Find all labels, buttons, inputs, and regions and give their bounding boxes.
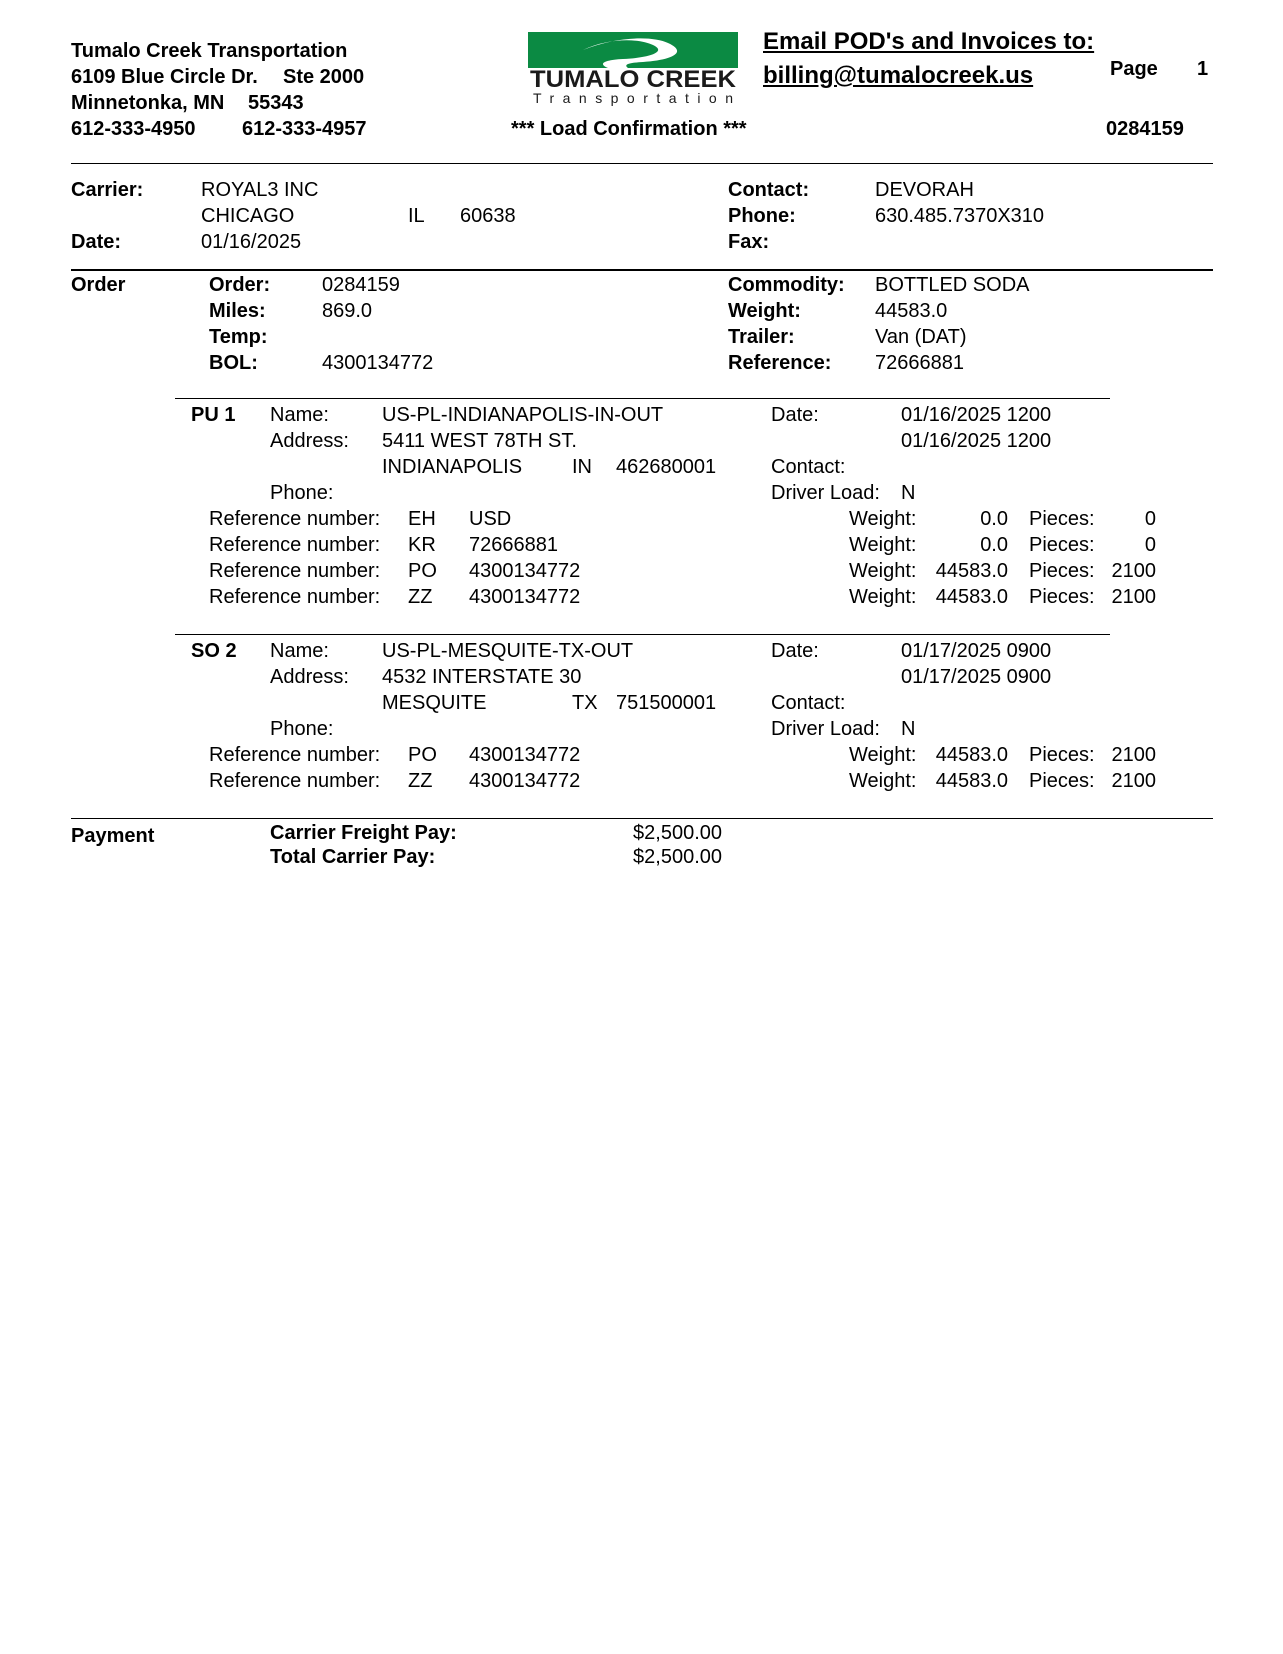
payment-label: Payment	[71, 825, 155, 847]
ref-pieces-label: Pieces:	[1029, 560, 1095, 582]
freight-pay-amount: $2,500.00	[633, 822, 722, 844]
stop-name: US-PL-INDIANAPOLIS-IN-OUT	[382, 404, 664, 426]
carrier-state: IL	[408, 205, 425, 227]
ref-pieces: 2100	[1111, 770, 1156, 792]
order-reference: 72666881	[875, 352, 964, 374]
stop-date-end: 01/16/2025 1200	[901, 430, 1052, 452]
commodity-label: Commodity:	[728, 274, 845, 296]
stop-name-label: Name:	[270, 640, 329, 662]
stop-address: 5411 WEST 78TH ST.	[382, 430, 577, 452]
ref-code: KR	[408, 534, 436, 556]
ref-label: Reference number:	[209, 744, 381, 766]
carrier-name: ROYAL3 INC	[201, 179, 319, 201]
order-miles: 869.0	[322, 300, 373, 322]
date-label: Date:	[71, 231, 122, 253]
stop-date-label: Date:	[771, 640, 819, 662]
ref-pieces: 2100	[1111, 560, 1156, 582]
order-label: Order:	[209, 274, 271, 296]
carrier-phone: 630.485.7370X310	[875, 205, 1045, 227]
contact-label: Contact:	[728, 179, 810, 201]
stop1-divider	[175, 398, 1110, 399]
stop-state: TX	[572, 692, 598, 714]
stop-contact-label: Contact:	[771, 692, 846, 714]
ref-weight-label: Weight:	[849, 744, 917, 766]
stop-name-label: Name:	[270, 404, 329, 426]
ref-weight-label: Weight:	[849, 534, 917, 556]
payment-divider	[71, 818, 1213, 819]
order-section-label: Order	[71, 274, 126, 296]
order-commodity: BOTTLED SODA	[875, 274, 1030, 296]
stop-phone-label: Phone:	[270, 718, 334, 740]
stop-name: US-PL-MESQUITE-TX-OUT	[382, 640, 634, 662]
ref-label: Reference number:	[209, 508, 381, 530]
stop-date-end: 01/17/2025 0900	[901, 666, 1052, 688]
ref-weight: 0.0	[980, 534, 1008, 556]
ref-value: 4300134772	[469, 560, 581, 582]
carrier-zip: 60638	[460, 205, 516, 227]
ref-pieces-label: Pieces:	[1029, 586, 1095, 608]
trailer-label: Trailer:	[728, 326, 795, 348]
ref-weight-label: Weight:	[849, 560, 917, 582]
ref-code: PO	[408, 744, 437, 766]
bol-label: BOL:	[209, 352, 258, 374]
stop-city: INDIANAPOLIS	[382, 456, 523, 478]
ref-pieces: 2100	[1111, 586, 1156, 608]
page-number: 1	[1197, 58, 1209, 80]
ref-pieces-label: Pieces:	[1029, 770, 1095, 792]
ref-label: Reference number:	[209, 560, 381, 582]
company-city-state: Minnetonka, MN	[71, 92, 225, 114]
page-label: Page	[1110, 58, 1158, 80]
ref-code: EH	[408, 508, 436, 530]
ref-weight-label: Weight:	[849, 770, 917, 792]
ref-pieces: 0	[1144, 534, 1156, 556]
stop-driver-load: N	[901, 482, 916, 504]
reference-label: Reference:	[728, 352, 832, 374]
stop-city: MESQUITE	[382, 692, 487, 714]
total-pay-label: Total Carrier Pay:	[270, 846, 436, 868]
ref-pieces-label: Pieces:	[1029, 534, 1095, 556]
company-address: 6109 Blue Circle Dr.	[71, 66, 258, 88]
company-phone: 612-333-4950	[71, 118, 196, 140]
total-pay-amount: $2,500.00	[633, 846, 722, 868]
fax-label: Fax:	[728, 231, 770, 253]
stop-address-label: Address:	[270, 430, 349, 452]
header-divider	[71, 163, 1213, 164]
ref-pieces-label: Pieces:	[1029, 508, 1095, 530]
weight-label: Weight:	[728, 300, 801, 322]
temp-label: Temp:	[209, 326, 268, 348]
ref-value: 4300134772	[469, 770, 581, 792]
ref-weight: 0.0	[980, 508, 1008, 530]
carrier-contact: DEVORAH	[875, 179, 974, 201]
stop-code: PU 1	[191, 404, 236, 426]
carrier-divider	[71, 269, 1213, 271]
company-zip: 55343	[248, 92, 304, 114]
email-link[interactable]: billing@tumalocreek.us	[763, 62, 1034, 89]
ref-weight: 44583.0	[935, 744, 1008, 766]
stop-date-start: 01/16/2025 1200	[901, 404, 1052, 426]
carrier-city: CHICAGO	[201, 205, 295, 227]
stop-date-start: 01/17/2025 0900	[901, 640, 1052, 662]
company-suite: Ste 2000	[283, 66, 365, 88]
doc-number: 0284159	[1106, 118, 1184, 140]
doc-title: *** Load Confirmation ***	[511, 118, 747, 140]
stop-code: SO 2	[191, 640, 237, 662]
order-number: 0284159	[322, 274, 400, 296]
logo-word: TUMALO CREEK	[530, 66, 737, 93]
stop-zip: 462680001	[616, 456, 717, 478]
phone-label: Phone:	[728, 205, 796, 227]
stop-driver-load: N	[901, 718, 916, 740]
freight-pay-label: Carrier Freight Pay:	[270, 822, 457, 844]
ref-weight: 44583.0	[935, 770, 1008, 792]
ref-pieces: 2100	[1111, 744, 1156, 766]
stop-date-label: Date:	[771, 404, 819, 426]
ref-pieces: 0	[1144, 508, 1156, 530]
ref-value: USD	[469, 508, 512, 530]
ref-code: PO	[408, 560, 437, 582]
stop-address-label: Address:	[270, 666, 349, 688]
company-fax: 612-333-4957	[242, 118, 367, 140]
miles-label: Miles:	[209, 300, 266, 322]
email-heading: Email POD's and Invoices to:	[763, 28, 1095, 55]
ref-code: ZZ	[408, 770, 433, 792]
carrier-label: Carrier:	[71, 179, 144, 201]
ref-label: Reference number:	[209, 534, 381, 556]
stop-phone-label: Phone:	[270, 482, 334, 504]
company-logo	[528, 32, 738, 107]
stop-driver-load-label: Driver Load:	[771, 718, 880, 740]
ref-weight-label: Weight:	[849, 586, 917, 608]
carrier-date: 01/16/2025	[201, 231, 302, 253]
order-trailer: Van (DAT)	[875, 326, 967, 348]
logo-sub: Transportation	[533, 90, 733, 106]
ref-weight: 44583.0	[935, 586, 1008, 608]
ref-value: 4300134772	[469, 586, 581, 608]
company-name: Tumalo Creek Transportation	[71, 40, 348, 62]
ref-value: 4300134772	[469, 744, 581, 766]
ref-label: Reference number:	[209, 586, 381, 608]
order-bol: 4300134772	[322, 352, 434, 374]
stop-contact-label: Contact:	[771, 456, 846, 478]
stop-zip: 751500001	[616, 692, 717, 714]
ref-weight-label: Weight:	[849, 508, 917, 530]
ref-label: Reference number:	[209, 770, 381, 792]
stop-driver-load-label: Driver Load:	[771, 482, 880, 504]
stop2-divider	[175, 634, 1110, 635]
stop-state: IN	[572, 456, 592, 478]
ref-weight: 44583.0	[935, 560, 1008, 582]
ref-value: 72666881	[469, 534, 558, 556]
ref-pieces-label: Pieces:	[1029, 744, 1095, 766]
ref-code: ZZ	[408, 586, 433, 608]
order-weight: 44583.0	[875, 300, 948, 322]
stop-address: 4532 INTERSTATE 30	[382, 666, 582, 688]
